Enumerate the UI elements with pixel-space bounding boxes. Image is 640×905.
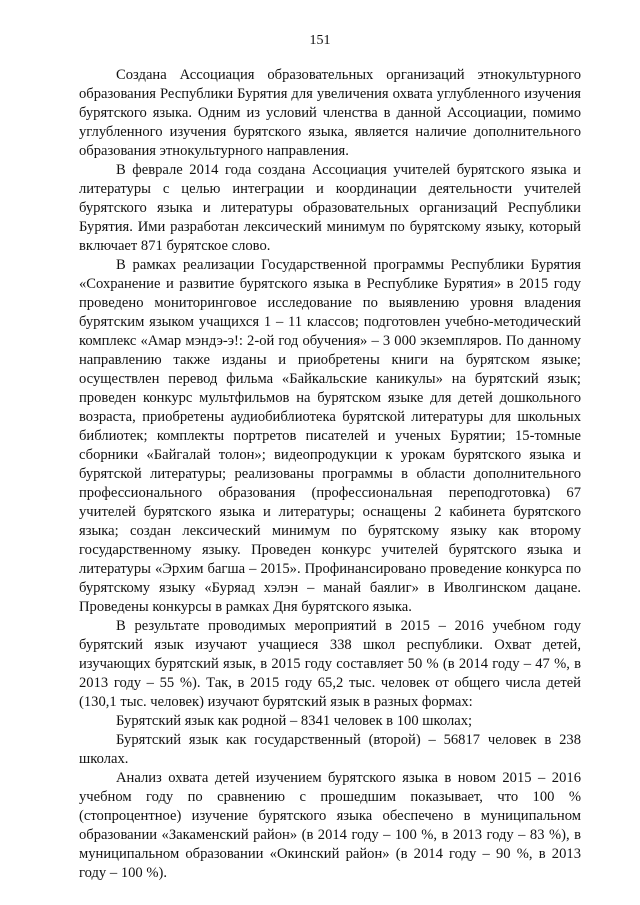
body-text [79, 66, 581, 883]
list-item: Бурятский язык как родной – 8341 человек в 100 школах; [116, 713, 473, 729]
paragraph: Анализ охвата детей изучением бурятского языка в новом 2015 – 2016 учебном году по сравнению с прошедшим показывает, что 100 % (стопроцентное) изучение бурятского языка обеспечено в муниципальном образовании «Закаменский район» (в 2014 году – 100 %, в 2013 году – 83 %), в муниципальном образовании «Окинский район» (в 2014 году – 90 %, в 2013 году – 100 %). [79, 770, 581, 881]
paragraph: В рамках реализации Государственной программы Республики Бурятия «Сохранение и развитие бурятского языка в Республике Бурятия» в 2015 году проведено мониторинговое исследование по выявлению уровня владения бурятским языком учащихся 1 – 11 классов; подготовлен учебно-методический комплекс «Амар мэндэ-э!: 2-ой год обучения» – 3 000 экземпляров. По данному направлению также изданы и приобретены книги на бурятском языке; осуществлен перевод фильма «Байкальские каникулы» на бурятский язык; проведен конкурс мультфильмов на бурятском языке для детей дошкольного возраста, приобретены аудиобиблиотека бурятской литературы для школьных библиотек; комплекты портретов писателей и ученых Бурятии; 15-томные сборники «Байгалай толон»; видеопродукции к урокам бурятского языка и бурятской литературы; реализованы программы в области дополнительного профессионального образования (профессиональная переподготовка) 67 учителей бурятского языка и литературы; оснащены 2 кабинета бурятского языка; создан лексический минимум по бурятскому языку как второму государственному языку. Проведен конкурс учителей бурятского языка и литературы «Эрхим багша – 2015». Профинансировано проведение конкурса по бурятскому языку «Буряад хэлэн – манай баялиг» в Иволгинском дацане. Проведены конкурсы в рамках Дня бурятского языка. [79, 257, 581, 615]
paragraph: В результате проводимых мероприятий в 2015 – 2016 учебном году бурятский язык изучают учащиеся 338 школ республики. Охват детей, изучающих бурятский язык, в 2015 году составляет 50 % (в 2014 году – 47 %, в 2013 году – 55 %). Так, в 2015 году 65,2 тыс. человек от общего числа детей (130,1 тыс. человек) изучают бурятский язык в разных формах: [79, 618, 581, 710]
list-item: Бурятский язык как государственный (второй) – 56817 человек в 238 школах. [79, 732, 581, 767]
paragraph: В феврале 2014 года создана Ассоциация учителей бурятского языка и литературы с целью интеграции и координации деятельности учителей бурятского языка и литературы образовательных организаций Республики Бурятия. Ими разработан лексический минимум по бурятскому языку, который включает 871 бурятское слово. [79, 162, 581, 254]
paragraph: Создана Ассоциация образовательных организаций этнокультурного образования Республики Бурятия для увеличения охвата углубленного изучения бурятского языка. Одним из условий членства в данной Ассоциации, помимо углубленного изучения бурятского языка, является наличие дополнительного образования этнокультурного направления. [79, 67, 581, 159]
page-number: 151 [309, 33, 331, 48]
